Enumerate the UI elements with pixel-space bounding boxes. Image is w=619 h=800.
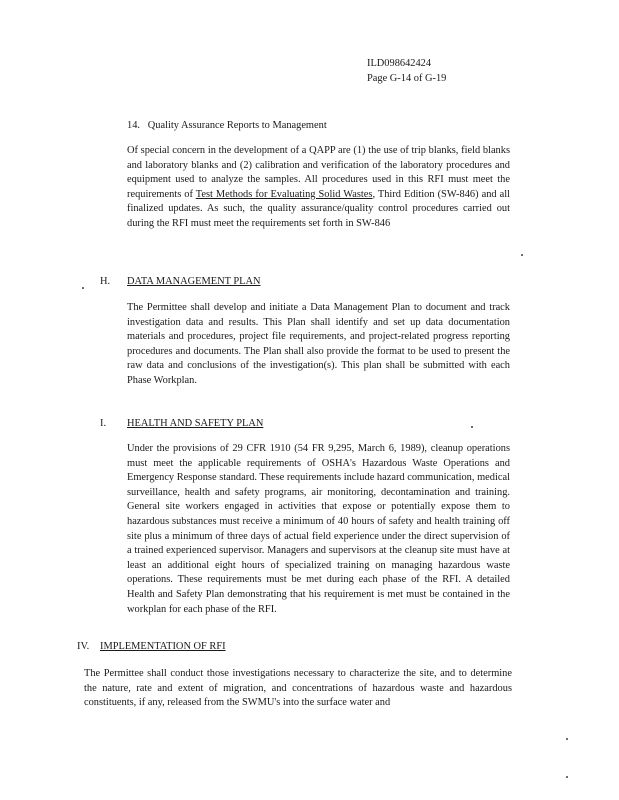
qapp-paragraph xyxy=(127,144,510,232)
scan-speck xyxy=(471,426,473,428)
test-methods-reference: Test Methods for Evaluating Solid Wastes xyxy=(195,188,373,200)
qapp-text-after: , Third Edition (SW-846) and all finalized updates. As such, the quality assurance/quality control procedures carried out during the RFI must meet the requirements set forth in SW-846 xyxy=(127,188,510,229)
section-h-heading xyxy=(100,275,260,290)
page-header xyxy=(367,56,446,86)
section-iv-number: IV. xyxy=(77,641,90,652)
section-i-number: I. xyxy=(100,418,107,429)
section-h-body: The Permittee shall develop and initiate a Data Management Plan to document and track investigation data and results. This Plan shall identify and set up data documentation materials and procedures, project file requirements, and project-related progress reporting procedures and documents. The Plan shall also provide the format to be used to present the raw data and conclusions of the investigation(s). This plan shall be submitted with each Phase Workplan. xyxy=(127,302,510,386)
scan-speck xyxy=(566,738,568,740)
item-14-title: Quality Assurance Reports to Management xyxy=(147,120,327,131)
item-14-number: 14. xyxy=(127,120,140,131)
document-id: ILD098642424 xyxy=(367,58,432,69)
scan-speck xyxy=(521,254,523,256)
item-14-heading xyxy=(127,119,327,134)
page-number-label: Page G-14 of G-19 xyxy=(367,73,447,84)
section-iv-heading xyxy=(77,640,226,655)
section-h-number: H. xyxy=(100,276,111,287)
section-i-body: Under the provisions of 29 CFR 1910 (54 FR 9,295, March 6, 1989), cleanup operations must meet the applicable requirements of OSHA's Hazardous Waste Operations and Emergency Response standard. These requirements include hazard communication, medical surveillance, health and safety programs, air monitoring, decontamination and training. General site workers engaged in activities that expose or potentially expose them to hazardous substances must receive a minimum of 40 hours of safety and health training off site plus a minimum of three days of actual field experience under the direct supervision of a trained experienced supervisor. Managers and supervisors at the cleanup site must have at least an additional eight hours of specialized training on managing hazardous waste operations. These requirements must be met during each phase of the RFI. A detailed Health and Safety Plan demonstrating that his requirement is met must be contained in the workplan for each phase of the RFI. xyxy=(127,443,510,615)
qapp-text-before: Of special concern in the development of a QAPP are (1) the use of trip blanks, field blanks and laboratory blanks and (2) calibration and verification of the laboratory procedures and equipment used to analyze the samples. All procedures used in this RFI must meet the requirements of xyxy=(127,145,510,200)
section-h-title: DATA MANAGEMENT PLAN xyxy=(127,276,261,287)
section-iv-body: The Permittee shall conduct those investigations necessary to characterize the site, and to determine the nature, rate and extent of migration, and concentrations of hazardous waste and hazardous constituents, if any, released from the SWMU's into the surface water and xyxy=(84,668,512,709)
scan-speck xyxy=(82,287,84,289)
section-i-heading xyxy=(100,417,263,432)
section-iv-title: IMPLEMENTATION OF RFI xyxy=(100,641,226,652)
section-i-title: HEALTH AND SAFETY PLAN xyxy=(127,418,264,429)
scan-speck xyxy=(566,776,568,778)
